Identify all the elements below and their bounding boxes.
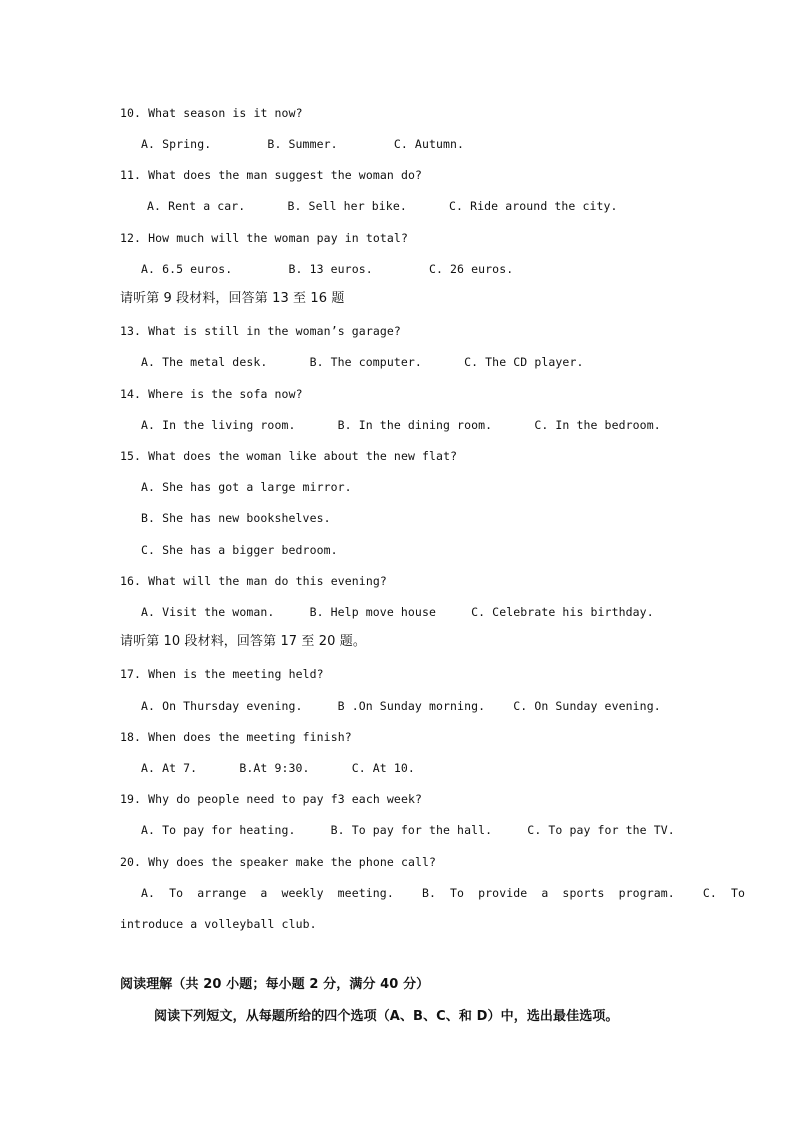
question-11: 11. What does the man suggest the woman do? [120, 168, 423, 182]
question-12-options: A. 6.5 euros. B. 13 euros. C. 26 euros. [141, 262, 514, 276]
question-19: 19. Why do people need to pay f3 each week? [120, 792, 423, 806]
question-15-option-a: A. She has got a large mirror. [141, 480, 352, 494]
question-20: 20. Why does the speaker make the phone call? [120, 855, 437, 869]
question-10-options: A. Spring. B. Summer. C. Autumn. [141, 137, 465, 151]
question-13-options: A. The metal desk. B. The computer. C. The CD player. [141, 355, 584, 369]
question-10: 10. What season is it now? [120, 106, 303, 120]
question-18: 18. When does the meeting finish? [120, 730, 352, 744]
section-instruction-10: 请听第 10 段材料，回答第 17 至 20 题。 [120, 634, 366, 649]
question-20-options-continued: introduce a volleyball club. [120, 917, 317, 931]
question-13: 13. What is still in the woman’s garage? [120, 324, 401, 338]
question-15-option-c: C. She has a bigger bedroom. [141, 543, 338, 557]
question-14: 14. Where is the sofa now? [120, 387, 303, 401]
reading-section-instruction: 阅读下列短文，从每题所给的四个选项（A、B、C、和 D）中，选出最佳选项。 [154, 1009, 619, 1024]
question-16-options: A. Visit the woman. B. Help move house C. Celebrate his birthday. [141, 605, 654, 619]
question-16: 16. What will the man do this evening? [120, 574, 387, 588]
question-11-options: A. Rent a car. B. Sell her bike. C. Ride around the city. [147, 199, 618, 213]
question-15-option-b: B. She has new bookshelves. [141, 511, 331, 525]
question-14-options: A. In the living room. B. In the dining room. C. In the bedroom. [141, 418, 661, 432]
question-12: 12. How much will the woman pay in total? [120, 231, 408, 245]
question-18-options: A. At 7. B.At 9:30. C. At 10. [141, 761, 415, 775]
question-17-options: A. On Thursday evening. B .On Sunday morning. C. On Sunday evening. [141, 699, 661, 713]
question-17: 17. When is the meeting held? [120, 667, 324, 681]
question-19-options: A. To pay for heating. B. To pay for the hall. C. To pay for the TV. [141, 823, 675, 837]
question-20-options: A. To arrange a weekly meeting. B. To provide a sports program. C. To [141, 886, 746, 900]
question-15: 15. What does the woman like about the new flat? [120, 449, 458, 463]
section-instruction-9: 请听第 9 段材料，回答第 13 至 16 题 [120, 291, 345, 306]
reading-section-title: 阅读理解（共 20 小题；每小题 2 分，满分 40 分） [120, 977, 430, 992]
